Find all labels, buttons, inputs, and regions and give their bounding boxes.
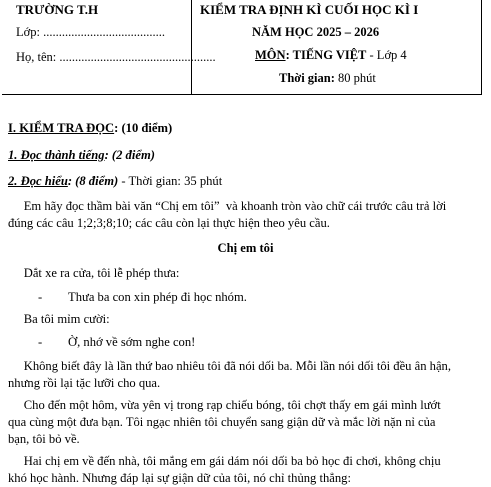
exam-title: KIỂM TRA ĐỊNH KÌ CUỐI HỌC KÌ I	[200, 2, 419, 17]
time-label: Thời gian:	[279, 71, 339, 85]
story-line: Ba tôi mỉm cười:	[8, 312, 110, 326]
part2-heading	[8, 174, 222, 189]
section-title: I. KIỂM TRA ĐỌC	[8, 121, 115, 135]
class-field: Lớp: .......................................	[16, 25, 165, 39]
instruction-line-1: Em hãy đọc thầm bài văn “Chị em tôi” và khoanh tròn vào chữ cái trước câu trả lời	[8, 199, 447, 213]
story-line: khó học hành. Nhưng đáp lại sự giận dữ của tôi, nó chỉ thủng thẳng:	[8, 471, 351, 485]
part2-time: - Thời gian: 35 phút	[118, 174, 223, 188]
grade: - Lớp 4	[366, 48, 407, 62]
subject-label: MÔN	[255, 48, 286, 62]
story-title: Chị em tôi	[217, 241, 274, 255]
dash-mark: -	[38, 335, 43, 349]
story-line: nhưng rồi lại tặc lưỡi cho qua.	[8, 376, 161, 390]
dialogue-text: Thưa ba con xin phép đi học nhóm.	[68, 290, 247, 304]
exam-time	[279, 71, 376, 86]
school-name: TRƯỜNG T.H	[16, 2, 99, 17]
subject-line	[255, 48, 407, 63]
section-heading	[8, 121, 172, 136]
story-line: Không biết đây là lần thứ bao nhiêu tôi đã nói dối ba. Mỗi lần nói dối tôi đều ân hận,	[8, 359, 451, 373]
part1-heading	[8, 148, 155, 163]
story-line: Hai chị em về đến nhà, tôi mắng em gái dám nói dối ba bỏ học đi chơi, không chịu	[8, 454, 441, 468]
story-line: Dắt xe ra cửa, tôi lễ phép thưa:	[8, 266, 180, 280]
header-divider	[191, 0, 192, 95]
subject-value: : TIẾNG VIỆT	[285, 48, 367, 62]
student-name-field: Họ, tên: ..................................................	[16, 50, 216, 64]
story-line: bạn, tôi bỏ về.	[8, 432, 80, 446]
dash-mark: -	[38, 290, 43, 304]
section-points: : (10 điểm)	[114, 121, 173, 135]
part2-label: 2. Đọc hiểu	[8, 174, 68, 188]
story-line: qua cùng một đưa bạn. Tôi ngạc nhiên tôi chuyển sang giận dữ và mắc lời nặn nỉ của	[8, 415, 436, 429]
part1-label: 1. Đọc thành tiếng	[8, 148, 105, 162]
dialogue-line	[38, 335, 195, 350]
instruction-line-2: đúng các câu 1;2;3;8;10; các câu còn lại thực hiện theo yêu cầu.	[8, 216, 330, 230]
dialogue-line	[38, 290, 247, 305]
part2-points: : (8 điểm)	[67, 174, 119, 188]
part1-points: : (2 điểm)	[104, 148, 155, 162]
time-value: 80 phút	[338, 71, 376, 85]
school-year: NĂM HỌC 2025 – 2026	[252, 25, 380, 39]
story-line: Cho đến một hôm, vừa yên vị trong rạp chiếu bóng, tôi chợt thấy em gái mình lướt	[8, 398, 441, 412]
dialogue-text: Ờ, nhớ về sớm nghe con!	[68, 335, 196, 349]
